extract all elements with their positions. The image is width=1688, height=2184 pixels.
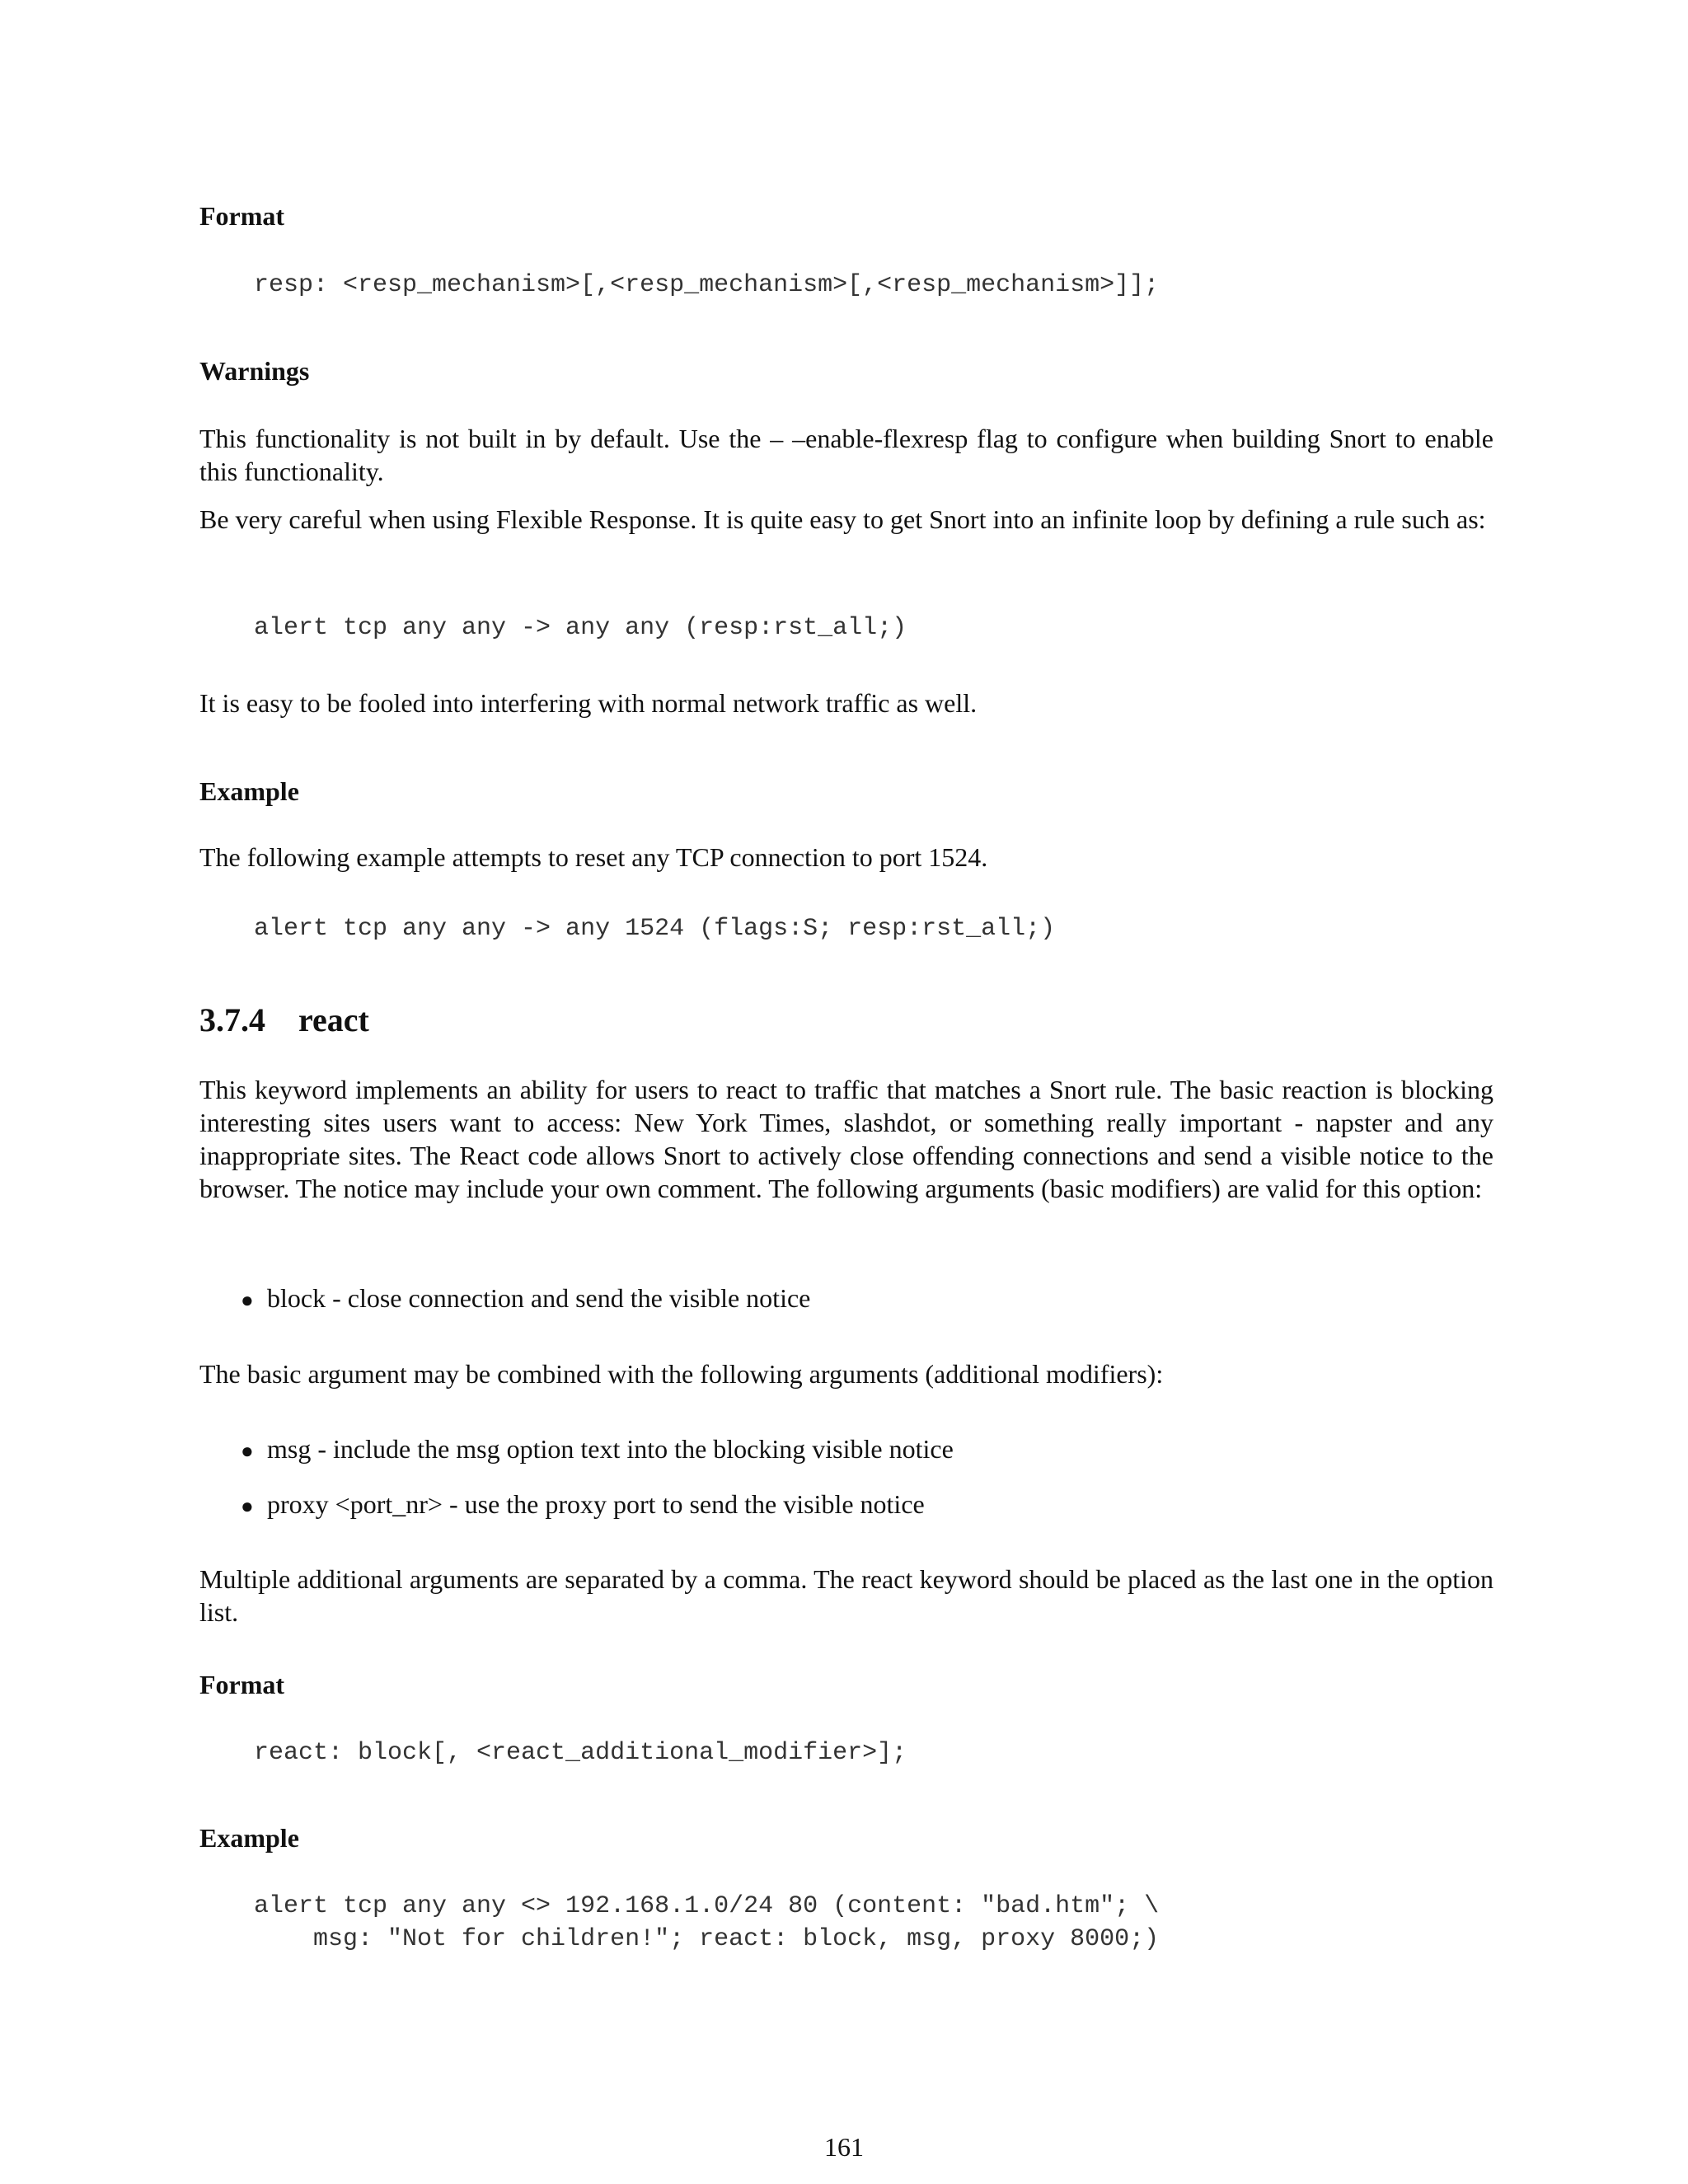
example-code-line-1: alert tcp any any <> 192.168.1.0/24 80 (content: "bad.htm"; \ <box>254 1892 1160 1920</box>
section-number: 3.7.4 <box>199 1001 265 1038</box>
warnings-paragraph-3: It is easy to be fooled into interfering with normal network traffic as well. <box>199 688 978 718</box>
bullet-icon: ● <box>241 1439 254 1463</box>
multiple-arguments-paragraph: Multiple additional arguments are separated by a comma. The react keyword should be placed as the last one in the option list. <box>199 1564 1493 1627</box>
page-number: 161 <box>824 2132 864 2162</box>
format-code: resp: <resp_mechanism>[,<resp_mechanism>[,<resp_mechanism>]]; <box>254 271 1160 299</box>
warnings-code: alert tcp any any -> any any (resp:rst_all;) <box>254 614 907 642</box>
example-code-line-2: msg: "Not for children!"; react: block, msg, proxy 8000;) <box>254 1925 1160 1953</box>
bullet-icon: ● <box>241 1494 254 1518</box>
list-item: ● msg - include the msg option text into the blocking visible notice <box>241 1432 1535 1468</box>
format-heading-2: Format <box>199 1670 285 1699</box>
example-heading: Example <box>199 776 299 806</box>
react-intro-paragraph: This keyword implements an ability for users to react to traffic that matches a Snort rule. The basic reaction is blocking interesting sites users want to access: New York Times, slashdot, or something really important - napster and any inappropriate sites. The React code allows Snort to actively close offending connections and send a visible notice to the browser. The notice may include your own comment. The following arguments (basic modifiers) are valid for this option: <box>199 1075 1493 1203</box>
example-code: alert tcp any any -> any 1524 (flags:S; resp:rst_all;) <box>254 915 1056 943</box>
warnings-paragraph-1: This functionality is not built in by default. Use the – –enable-flexresp flag to configure when building Snort to enable this functionality. <box>199 424 1493 486</box>
format-code-2: react: block[, <react_additional_modifier>]; <box>254 1739 907 1767</box>
section-title: react <box>298 1001 369 1038</box>
list-item: ● block - close connection and send the visible notice <box>241 1282 1535 1317</box>
warnings-heading: Warnings <box>199 356 310 386</box>
list-item: ● proxy <port_nr> - use the proxy port to send the visible notice <box>241 1488 1535 1523</box>
example-heading-2: Example <box>199 1823 299 1853</box>
section-heading <box>199 1001 1493 1040</box>
combine-paragraph: The basic argument may be combined with the following arguments (additional modifiers): <box>199 1359 1164 1389</box>
warnings-paragraph-2: Be very careful when using Flexible Response. It is quite easy to get Snort into an infinite loop by defining a rule such as: <box>199 504 1486 534</box>
format-heading: Format <box>199 201 285 231</box>
example-paragraph: The following example attempts to reset any TCP connection to port 1524. <box>199 842 988 872</box>
bullet-icon: ● <box>241 1288 254 1312</box>
